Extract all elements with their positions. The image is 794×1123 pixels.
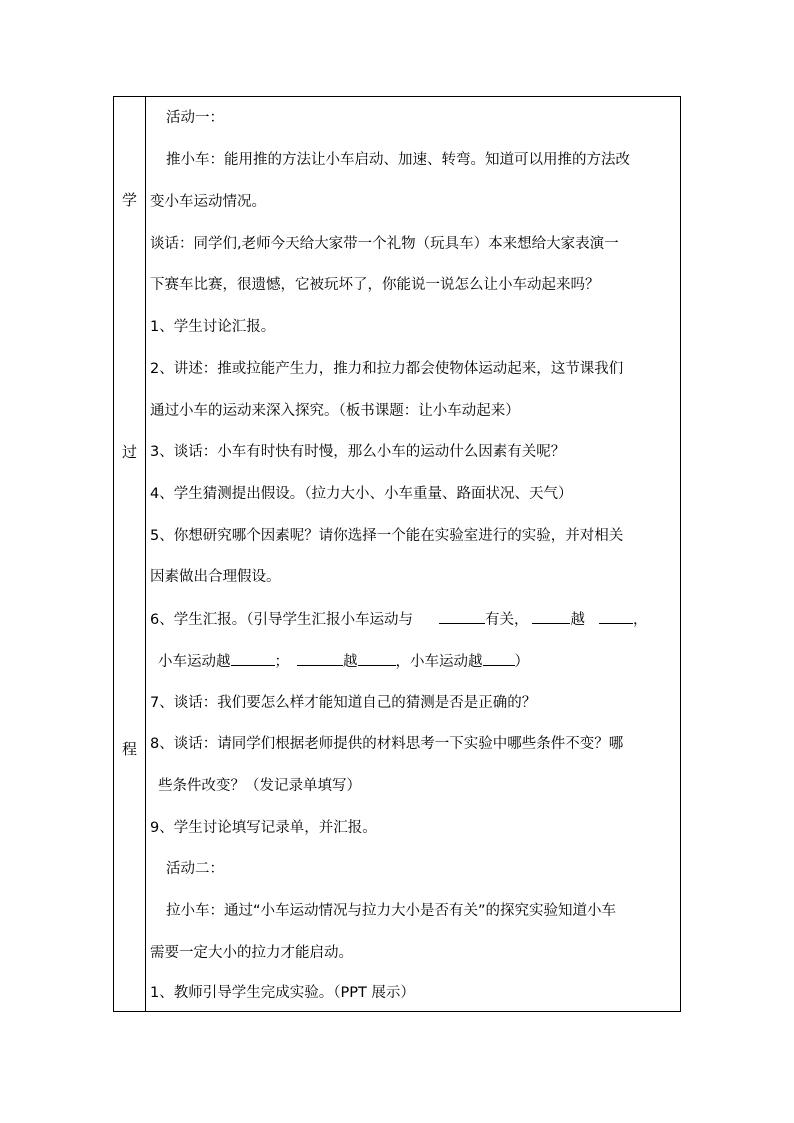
text-line: 些条件改变？（发记录单填写） [158, 778, 361, 794]
text-line: 3、谈话：小车有时快有时慢，那么小车的运动什么因素有关呢？ [150, 444, 566, 460]
text-line: 8、谈话：请同学们根据老师提供的材料思考一下实验中哪些条件不变？哪 [150, 736, 624, 752]
text-line: 2、讲述：推或拉能产生力，推力和拉力都会使物体运动起来，这节课我们 [150, 361, 624, 377]
section-label-column [114, 97, 146, 1011]
text-line: 4、学生猜测提出假设。（拉力大小、小车重量、路面状况、天气） [150, 486, 573, 502]
text-line: 9、学生讨论填写记录单，并汇报。 [150, 820, 377, 836]
text-line: 谈话：同学们,老师今天给大家带一个礼物（玩具车）本来想给大家表演一 [150, 236, 619, 252]
text-line: 因素做出合理假设。 [150, 569, 281, 585]
text-line: 5、你想研究哪个因素呢？请你选择一个能在实验室进行的实验，并对相关 [150, 528, 624, 544]
text-segment: 越 [343, 654, 358, 670]
activity-heading: 活动一： [166, 110, 224, 126]
blank-field [358, 651, 396, 666]
text-segment: 有关， [484, 612, 529, 628]
text-line: 1、教师引导学生完成实验。（PPT 展示） [150, 985, 415, 1001]
section-label-char: 程 [121, 740, 137, 758]
blank-field [439, 609, 485, 624]
activity-heading: 活动二： [166, 861, 224, 877]
text-segment: ； [274, 654, 289, 670]
text-segment: ， [632, 612, 648, 628]
text-line: 通过小车的运动来深入探究。（板书课题：让小车动起来） [150, 403, 520, 419]
blank-field [231, 651, 275, 666]
text-line: 变小车运动情况。 [150, 194, 266, 210]
text-line: 推小车：能用推的方法让小车启动、加速、转弯。知道可以用推的方法改 [166, 152, 630, 168]
blank-field [532, 609, 570, 624]
text-line: 需要一定大小的拉力才能启动。 [150, 945, 353, 961]
text-segment: 越 [570, 612, 585, 628]
text-segment: 6、学生汇报。（引导学生汇报小车运动与 [150, 612, 413, 628]
fill-blank-line [150, 609, 647, 630]
blank-field [483, 651, 515, 666]
text-segment: ，小车运动越 [395, 654, 483, 670]
text-line: 7、谈话：我们要怎么样才能知道自己的猜测是否是正确的？ [150, 695, 537, 711]
text-line: 1、学生讨论汇报。 [150, 319, 276, 335]
fill-blank-line [150, 651, 529, 672]
text-segment: ） [514, 654, 529, 670]
text-line: 拉小车：通过“小车运动情况与拉力大小是否有关”的探究实验知道小车 [166, 903, 617, 919]
text-line: 下赛车比赛，很遗憾，它被玩坏了，你能说一说怎么让小车动起来吗？ [150, 277, 600, 293]
blank-field [297, 651, 343, 666]
blank-field [599, 609, 633, 624]
section-label-char: 学 [121, 191, 137, 209]
text-segment: 小车运动越 [158, 654, 231, 670]
lesson-table [113, 96, 681, 1012]
section-label-char: 过 [121, 443, 137, 461]
